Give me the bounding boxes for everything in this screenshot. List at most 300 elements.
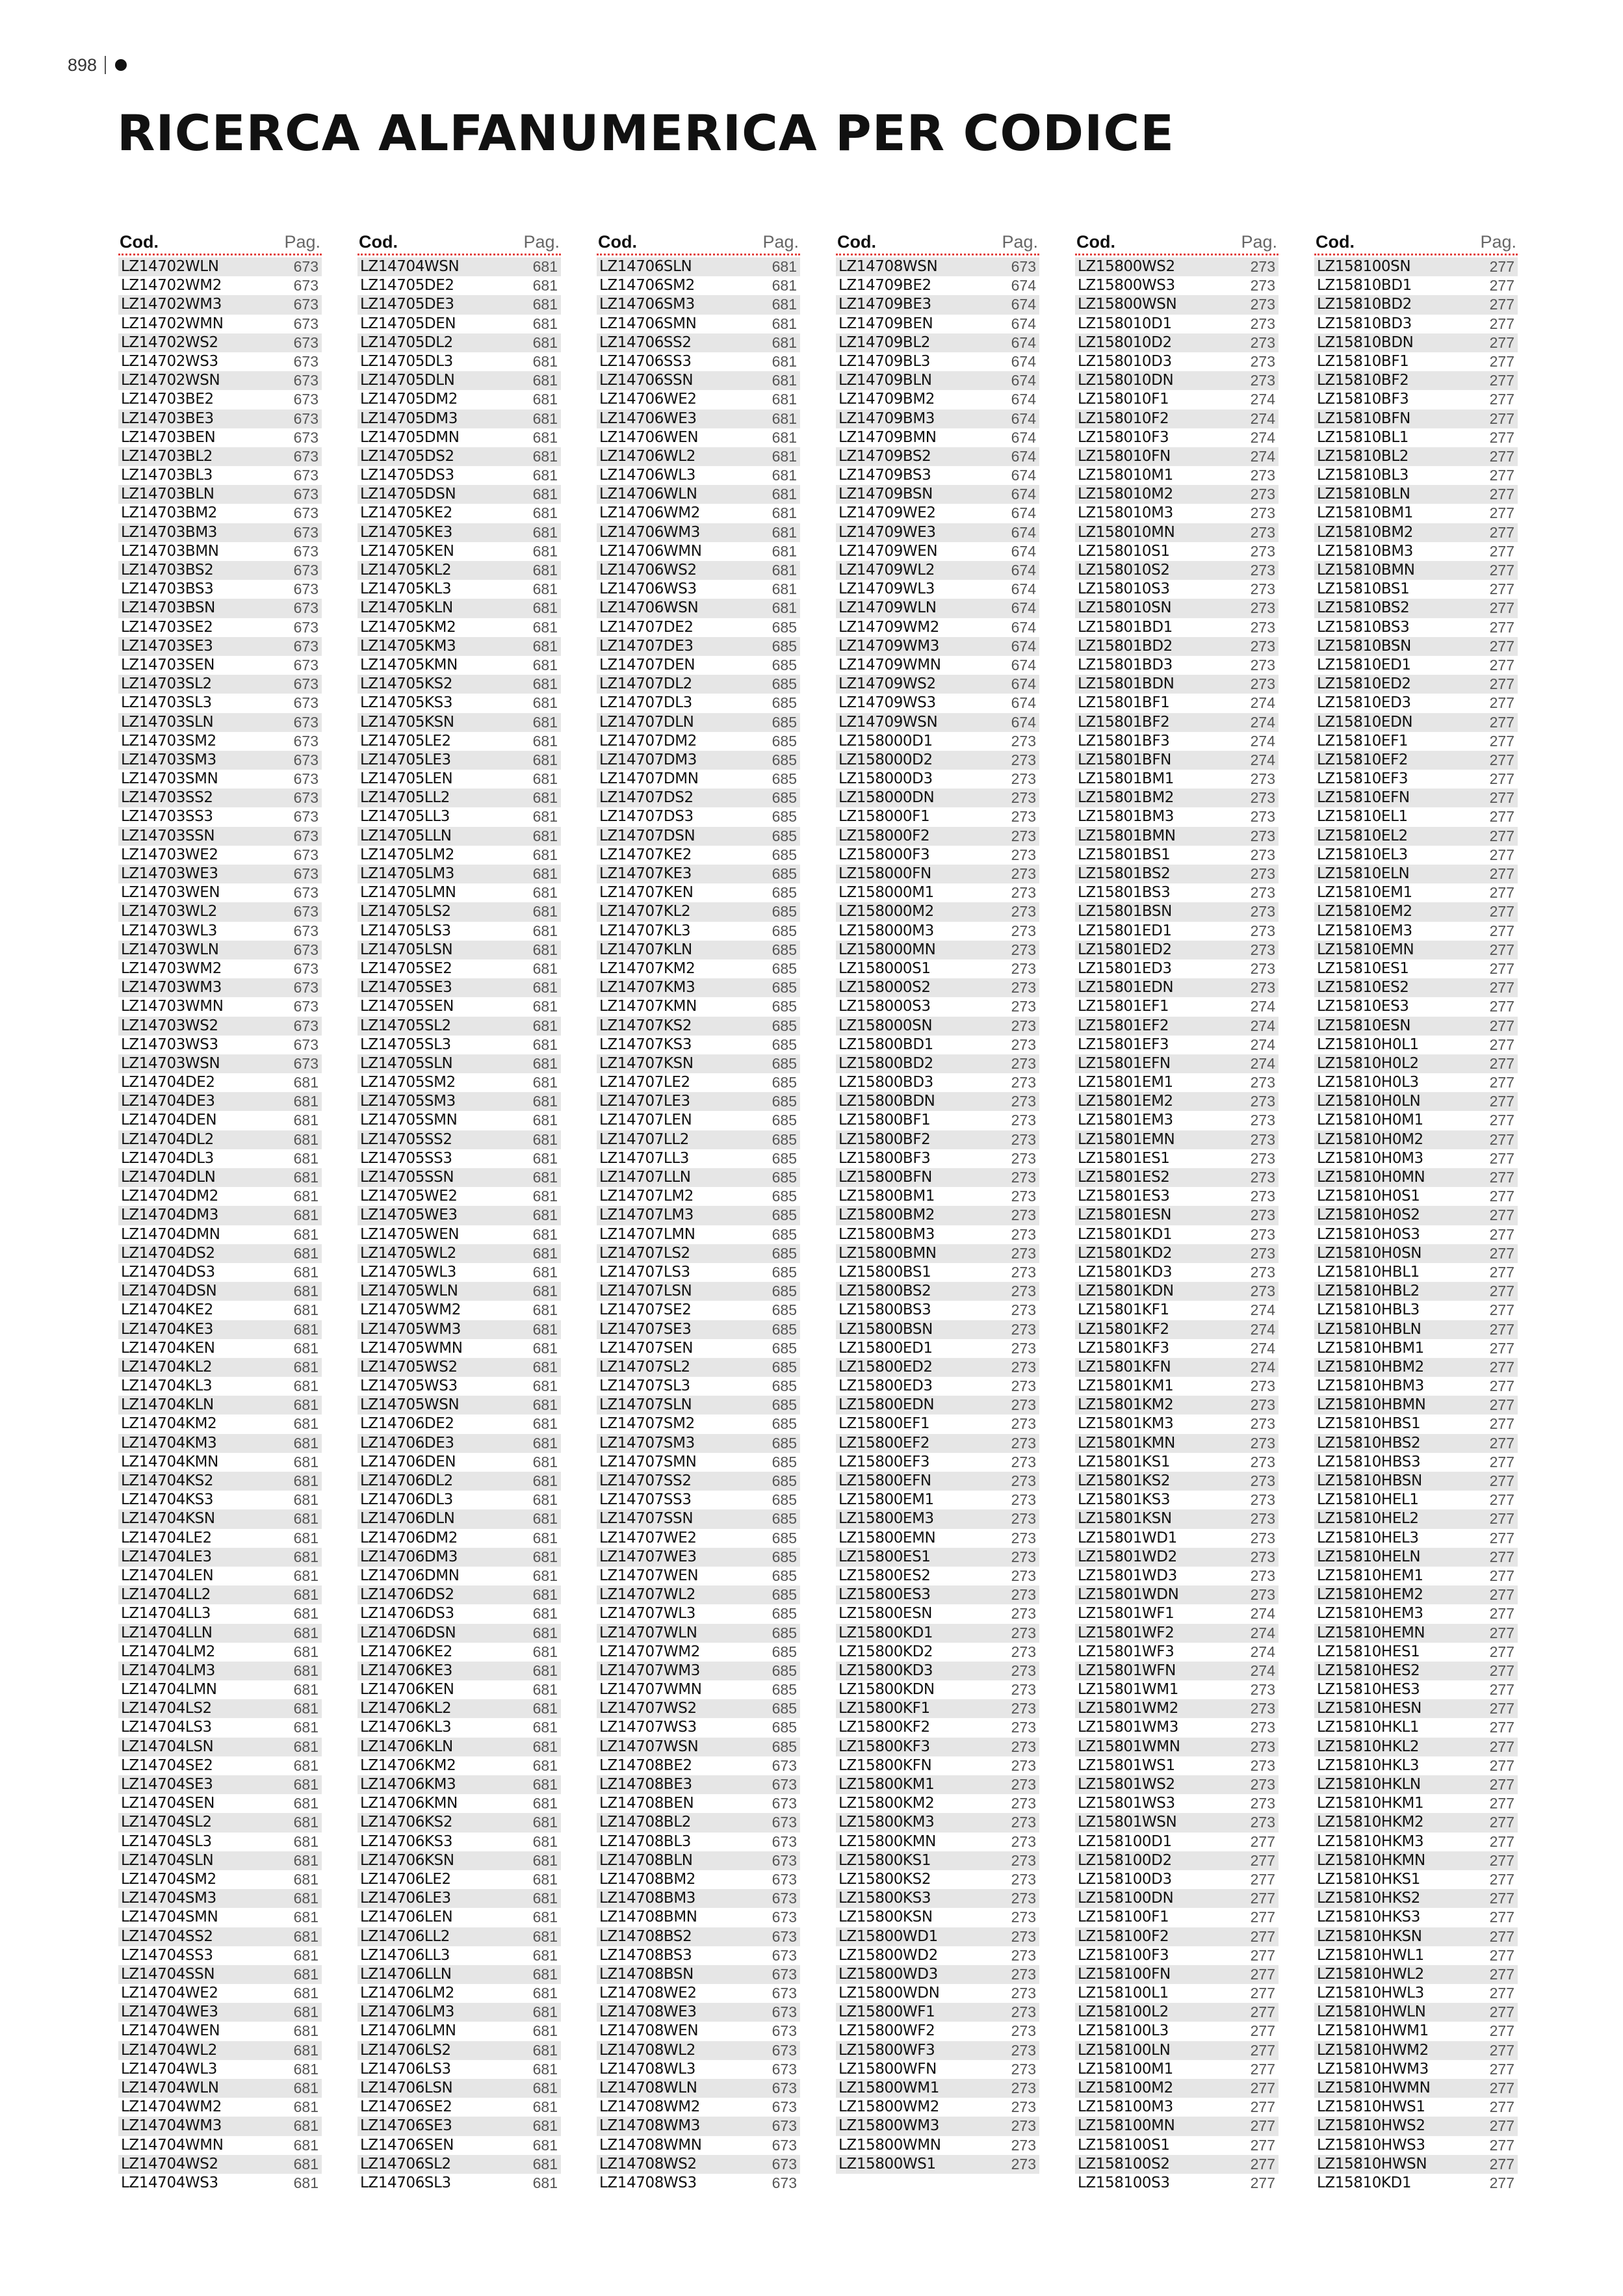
table-row (1075, 352, 1279, 371)
product-code: LZ15810HBL2 (1317, 1283, 1420, 1300)
table-row (836, 1624, 1039, 1643)
table-row (597, 1908, 800, 1927)
product-code: LZ14703SM3 (121, 751, 216, 768)
table-row (836, 1244, 1039, 1263)
product-code: LZ14707DS3 (599, 808, 694, 826)
table-row (597, 580, 800, 599)
product-code: LZ14704DL3 (121, 1149, 214, 1167)
page-reference: 681 (532, 865, 558, 882)
table-row (1075, 637, 1279, 656)
product-code: LZ15801EDN (1078, 979, 1174, 997)
page-reference: 673 (772, 1776, 797, 1793)
table-row (118, 1851, 322, 1870)
page-reference: 277 (1489, 694, 1514, 712)
product-code: LZ14707LE2 (599, 1074, 690, 1091)
page-reference: 681 (532, 1377, 558, 1395)
table-row (118, 542, 322, 561)
page-reference: 273 (1011, 1548, 1036, 1565)
table-row (836, 1301, 1039, 1320)
table-row (1314, 941, 1518, 959)
product-code: LZ15810HKS3 (1317, 1909, 1420, 1926)
product-code: LZ14706DEN (360, 1453, 456, 1470)
product-code: LZ14703BE3 (121, 410, 214, 427)
table-row (357, 1738, 561, 1756)
table-row (118, 390, 322, 409)
product-code: LZ15810BDN (1317, 333, 1414, 351)
page-reference: 681 (532, 258, 558, 275)
product-code: LZ158100DN (1078, 1890, 1174, 1907)
product-code: LZ15800KD3 (838, 1662, 933, 1679)
page-reference: 673 (1011, 258, 1036, 275)
product-code: LZ15810EL1 (1317, 808, 1408, 826)
table-row (1075, 1851, 1279, 1870)
product-code: LZ14705DE2 (360, 277, 454, 294)
page-reference: 277 (1489, 1927, 1514, 1945)
table-row (118, 315, 322, 333)
column-header (836, 228, 1039, 255)
table-row (357, 2117, 561, 2135)
product-code: LZ14704DE2 (121, 1074, 215, 1091)
page-reference: 685 (772, 1320, 797, 1338)
product-code: LZ15800WD2 (838, 1946, 938, 1964)
product-code: LZ15800BM3 (838, 1225, 935, 1243)
page-reference: 681 (532, 1927, 558, 1945)
page-reference: 681 (293, 2098, 318, 2116)
page-reference: 277 (1489, 1548, 1514, 1565)
product-code: LZ15800ES3 (838, 1586, 931, 1604)
page-reference: 274 (1250, 1358, 1275, 1376)
product-code: LZ14703SM2 (121, 732, 216, 750)
product-code: LZ14705SMN (360, 1112, 458, 1129)
page-reference: 673 (772, 2174, 797, 2191)
product-code: LZ14705WS3 (360, 1377, 458, 1395)
product-code: LZ15810HES1 (1317, 1643, 1420, 1660)
page-reference: 273 (1250, 258, 1275, 275)
table-row (1314, 333, 1518, 352)
product-code: LZ14707DMN (599, 770, 699, 788)
page-reference: 685 (772, 751, 797, 768)
page-reference: 681 (293, 1795, 318, 1812)
page-reference: 277 (1489, 1776, 1514, 1793)
product-code: LZ15810BL3 (1317, 467, 1409, 484)
table-row (357, 1833, 561, 1851)
page-reference: 277 (1489, 599, 1514, 617)
table-row (1075, 504, 1279, 523)
product-code: LZ14707KM2 (599, 959, 695, 977)
product-code: LZ14706LMN (360, 2022, 456, 2040)
table-row (597, 1813, 800, 1832)
table-row (1314, 1111, 1518, 1130)
product-code: LZ15810HWM1 (1317, 2022, 1429, 2040)
product-code: LZ14705SE3 (360, 979, 452, 997)
page-reference: 273 (1011, 865, 1036, 882)
table-row (1314, 1054, 1518, 1073)
table-row (597, 1775, 800, 1794)
table-row (597, 1680, 800, 1699)
page-reference: 273 (1011, 1870, 1036, 1888)
table-row (597, 656, 800, 675)
page-reference: 685 (772, 713, 797, 731)
page-reference: 681 (532, 1093, 558, 1110)
table-row (597, 1054, 800, 1073)
page-reference: 681 (293, 1946, 318, 1964)
table-row (597, 1415, 800, 1433)
product-code: LZ14706KE3 (360, 1662, 452, 1679)
table-row (118, 865, 322, 883)
page-reference: 277 (1250, 1870, 1275, 1888)
table-row (597, 1225, 800, 1244)
product-code: LZ14708WLN (599, 2080, 697, 2096)
table-row (1314, 732, 1518, 751)
product-code: LZ14709BL3 (838, 352, 930, 370)
product-code: LZ15801EM2 (1078, 1093, 1173, 1110)
page-reference: 681 (293, 1339, 318, 1357)
product-code: LZ15810H0M2 (1317, 1130, 1423, 1148)
page-reference: 673 (293, 846, 318, 863)
product-code: LZ15801WM1 (1078, 1681, 1178, 1699)
table-row (597, 883, 800, 902)
table-row (118, 1529, 322, 1548)
page-reference: 277 (1489, 1851, 1514, 1869)
product-code: LZ14706KM2 (360, 1756, 456, 1774)
product-code: LZ14705SEN (360, 998, 454, 1015)
page-reference: 685 (772, 1567, 797, 1584)
table-row (597, 1662, 800, 1680)
table-row (357, 1054, 561, 1073)
product-code: LZ14707KS3 (599, 1036, 692, 1053)
page-reference: 273 (1011, 1985, 1036, 2002)
product-code: LZ15800EM3 (838, 1510, 934, 1528)
page-reference: 685 (772, 694, 797, 712)
product-code: LZ15810H0S3 (1317, 1225, 1420, 1243)
product-code: LZ14705WE3 (360, 1207, 458, 1224)
page-reference: 273 (1250, 581, 1275, 598)
product-code: LZ15810H0S2 (1317, 1207, 1420, 1224)
product-code: LZ158100M1 (1078, 2060, 1173, 2078)
column-header (1314, 228, 1518, 255)
page-reference: 274 (1250, 694, 1275, 712)
product-code: LZ15801WM3 (1078, 1719, 1178, 1736)
product-code: LZ15801WM2 (1078, 1700, 1178, 1717)
page-reference: 681 (293, 1453, 318, 1470)
table-row (836, 959, 1039, 978)
product-code: LZ14703WSN (121, 1054, 220, 1072)
table-row (1075, 1073, 1279, 1092)
product-code: LZ15801ES3 (1078, 1188, 1170, 1205)
table-row (1314, 807, 1518, 826)
product-code: LZ14703WMN (121, 998, 224, 1015)
product-code: LZ15801WDN (1078, 1586, 1179, 1604)
product-code: LZ14708BL2 (599, 1814, 691, 1831)
page-header (68, 52, 127, 78)
product-code: LZ14708WS3 (599, 2174, 697, 2191)
product-code: LZ15810HBLN (1317, 1320, 1422, 1338)
table-row (1314, 1833, 1518, 1851)
page-reference: 273 (1011, 1244, 1036, 1262)
product-code: LZ14703WLN (121, 941, 219, 958)
product-code: LZ14707WE3 (599, 1548, 697, 1565)
page-reference: 681 (532, 2155, 558, 2172)
table-row (357, 1889, 561, 1908)
page-reference: 674 (1011, 694, 1036, 712)
page-reference: 273 (1011, 1491, 1036, 1509)
table-row (357, 410, 561, 428)
page-reference: 674 (1011, 504, 1036, 522)
page-reference: 673 (293, 447, 318, 465)
page-reference: 273 (1250, 1756, 1275, 1774)
table-row (597, 1244, 800, 1263)
product-code: LZ15801BSN (1078, 903, 1172, 920)
table-row (836, 1927, 1039, 1946)
product-code: LZ158100FN (1078, 1965, 1171, 1983)
table-row (836, 410, 1039, 428)
table-row (1314, 466, 1518, 485)
table-row (597, 1073, 800, 1092)
page-reference: 673 (293, 542, 318, 560)
table-row (357, 333, 561, 352)
table-row (357, 580, 561, 599)
table-row (1075, 333, 1279, 352)
product-code: LZ14709WS3 (838, 694, 936, 712)
table-row (118, 1946, 322, 1965)
page-reference: 273 (1011, 1833, 1036, 1850)
table-row (836, 618, 1039, 637)
table-row (118, 1624, 322, 1643)
table-row (1314, 618, 1518, 637)
page-reference: 681 (772, 523, 797, 541)
product-code: LZ15800EDN (838, 1396, 935, 1414)
page-reference: 674 (1011, 637, 1036, 655)
table-row (357, 2060, 561, 2079)
product-code: LZ15810ED1 (1317, 656, 1411, 673)
table-row (1075, 1054, 1279, 1073)
table-row (836, 2136, 1039, 2155)
product-code: LZ158100SN (1317, 258, 1411, 275)
table-row (1314, 371, 1518, 390)
page-reference: 273 (1011, 1586, 1036, 1604)
header-code-label: Cod. (837, 232, 876, 252)
product-code: LZ14705LLN (360, 827, 452, 844)
table-row (1075, 1833, 1279, 1851)
page-reference: 277 (1489, 1415, 1514, 1433)
page-reference: 273 (1011, 1225, 1036, 1243)
page-reference: 681 (293, 2174, 318, 2191)
page-reference: 681 (293, 1624, 318, 1641)
product-code: LZ15801KS1 (1078, 1453, 1171, 1470)
product-code: LZ14702WM2 (121, 277, 222, 294)
product-code: LZ15810HKS2 (1317, 1890, 1420, 1907)
page-reference: 685 (772, 1472, 797, 1489)
product-code: LZ15800BD3 (838, 1074, 933, 1091)
product-code: LZ14706DL3 (360, 1491, 453, 1509)
page-reference: 685 (772, 732, 797, 750)
table-row (597, 922, 800, 941)
page-reference: 681 (532, 1586, 558, 1604)
page-reference: 685 (772, 884, 797, 902)
page-reference: 681 (532, 581, 558, 598)
page-reference: 685 (772, 1491, 797, 1509)
product-code: LZ15800KF1 (838, 1700, 930, 1717)
page-reference: 277 (1489, 1756, 1514, 1774)
page-reference: 681 (772, 599, 797, 617)
product-code: LZ14704WE2 (121, 1985, 218, 2002)
header-page-label: Pag. (523, 232, 560, 252)
table-row (118, 2041, 322, 2060)
product-code: LZ14706KE2 (360, 1643, 452, 1660)
product-code: LZ14706WLN (599, 486, 697, 503)
product-code: LZ14706WL2 (599, 447, 695, 465)
table-row (1314, 1870, 1518, 1889)
page-reference: 273 (1250, 1529, 1275, 1546)
page-reference: 674 (1011, 486, 1036, 503)
table-row (836, 1509, 1039, 1528)
product-code: LZ14708WE3 (599, 2003, 697, 2021)
product-code: LZ15810BD2 (1317, 296, 1412, 313)
page-reference: 277 (1489, 523, 1514, 541)
page-reference: 274 (1250, 732, 1275, 750)
page-reference: 277 (1489, 827, 1514, 844)
product-code: LZ15800KM2 (838, 1795, 935, 1812)
table-row (1314, 447, 1518, 466)
table-row (118, 656, 322, 675)
page-reference: 685 (772, 827, 797, 844)
product-code: LZ158100L2 (1078, 2003, 1169, 2021)
table-row (1314, 2022, 1518, 2041)
page-reference: 274 (1250, 998, 1275, 1015)
table-row (357, 1548, 561, 1567)
table-row (357, 751, 561, 770)
table-row (1075, 1680, 1279, 1699)
product-code: LZ158000S2 (838, 979, 931, 997)
table-row (836, 789, 1039, 807)
table-row (357, 352, 561, 371)
product-code: LZ14705KS3 (360, 694, 453, 712)
table-row (1314, 1908, 1518, 1927)
table-row (597, 504, 800, 523)
table-row (1314, 1073, 1518, 1092)
table-row (1075, 1491, 1279, 1509)
page-reference: 673 (293, 903, 318, 920)
page-reference: 277 (1489, 562, 1514, 579)
table-row (836, 1718, 1039, 1737)
table-row (1075, 1225, 1279, 1244)
product-code: LZ15810BSN (1317, 637, 1411, 655)
table-row (1314, 295, 1518, 314)
page-reference: 673 (293, 372, 318, 389)
table-row (597, 1036, 800, 1054)
product-code: LZ15800WFN (838, 2060, 937, 2078)
product-code: LZ14702WSN (121, 372, 220, 389)
table-row (118, 751, 322, 770)
product-code: LZ14704WE3 (121, 2003, 218, 2021)
page-reference: 273 (1011, 770, 1036, 788)
table-row (1075, 1320, 1279, 1339)
table-row (1075, 1017, 1279, 1036)
product-code: LZ15800ED2 (838, 1358, 933, 1376)
product-code: LZ14707LS2 (599, 1244, 690, 1262)
table-row (836, 2117, 1039, 2135)
product-code: LZ15801BF1 (1078, 694, 1170, 712)
page-reference: 277 (1489, 1965, 1514, 1983)
product-code: LZ158100M3 (1078, 2098, 1173, 2116)
page-reference: 277 (1489, 258, 1514, 275)
page-reference: 681 (293, 1700, 318, 1717)
page-reference: 681 (293, 1472, 318, 1489)
product-code: LZ158000F2 (838, 827, 930, 844)
table-row (118, 295, 322, 314)
page-reference: 673 (772, 1927, 797, 1945)
product-code: LZ14705SS3 (360, 1149, 452, 1167)
product-code: LZ15801BD2 (1078, 637, 1173, 655)
page-reference: 681 (293, 1093, 318, 1110)
product-code: LZ14709WM2 (838, 618, 939, 636)
product-code: LZ14705WE2 (360, 1188, 458, 1205)
page-reference: 673 (293, 770, 318, 788)
product-code: LZ14707KLN (599, 941, 692, 958)
page-reference: 277 (1489, 447, 1514, 465)
product-code: LZ14707KS2 (599, 1017, 692, 1034)
page-reference: 273 (1250, 1700, 1275, 1717)
table-row (597, 1870, 800, 1889)
product-code: LZ14708WM3 (599, 2117, 700, 2135)
product-code: LZ14709BS2 (838, 447, 931, 465)
table-row (1314, 1415, 1518, 1433)
page-reference: 681 (293, 1756, 318, 1774)
table-row (1314, 2098, 1518, 2117)
table-row (836, 751, 1039, 770)
product-code: LZ14704SE3 (121, 1776, 213, 1793)
product-code: LZ14704KM3 (121, 1434, 217, 1452)
page-reference: 273 (1011, 1700, 1036, 1717)
table-row (836, 2003, 1039, 2022)
product-code: LZ15810EMN (1317, 941, 1414, 958)
page-reference: 681 (532, 713, 558, 731)
page-reference: 273 (1011, 1017, 1036, 1034)
product-code: LZ15800WM2 (838, 2098, 939, 2116)
table-row (1314, 713, 1518, 732)
table-row (357, 2003, 561, 2022)
table-row (118, 1225, 322, 1244)
product-code: LZ15810H0M1 (1317, 1112, 1423, 1129)
product-code: LZ14703SS2 (121, 789, 213, 807)
product-code: LZ14702WS3 (121, 352, 218, 370)
page-reference: 673 (772, 2117, 797, 2135)
product-code: LZ14703BE2 (121, 391, 214, 408)
page-reference: 681 (532, 1017, 558, 1034)
page-reference: 681 (293, 2041, 318, 2059)
product-code: LZ14708BE2 (599, 1756, 692, 1774)
page-reference: 681 (772, 372, 797, 389)
page-reference: 681 (532, 2080, 558, 2096)
product-code: LZ15801BS2 (1078, 865, 1171, 882)
table-row (1314, 428, 1518, 447)
page-reference: 277 (1489, 1169, 1514, 1186)
page-reference: 681 (293, 1283, 318, 1300)
table-row (357, 2041, 561, 2060)
page-reference: 673 (293, 713, 318, 731)
product-code: LZ14707DE2 (599, 618, 694, 636)
table-row (357, 1585, 561, 1604)
product-code: LZ15800WMN (838, 2136, 941, 2154)
table-row (357, 485, 561, 504)
page-reference: 273 (1011, 1890, 1036, 1907)
table-row (118, 1320, 322, 1339)
table-row (597, 542, 800, 561)
table-row (1075, 1927, 1279, 1946)
table-row (118, 1662, 322, 1680)
page-reference: 681 (293, 1719, 318, 1736)
table-row (1075, 1870, 1279, 1889)
